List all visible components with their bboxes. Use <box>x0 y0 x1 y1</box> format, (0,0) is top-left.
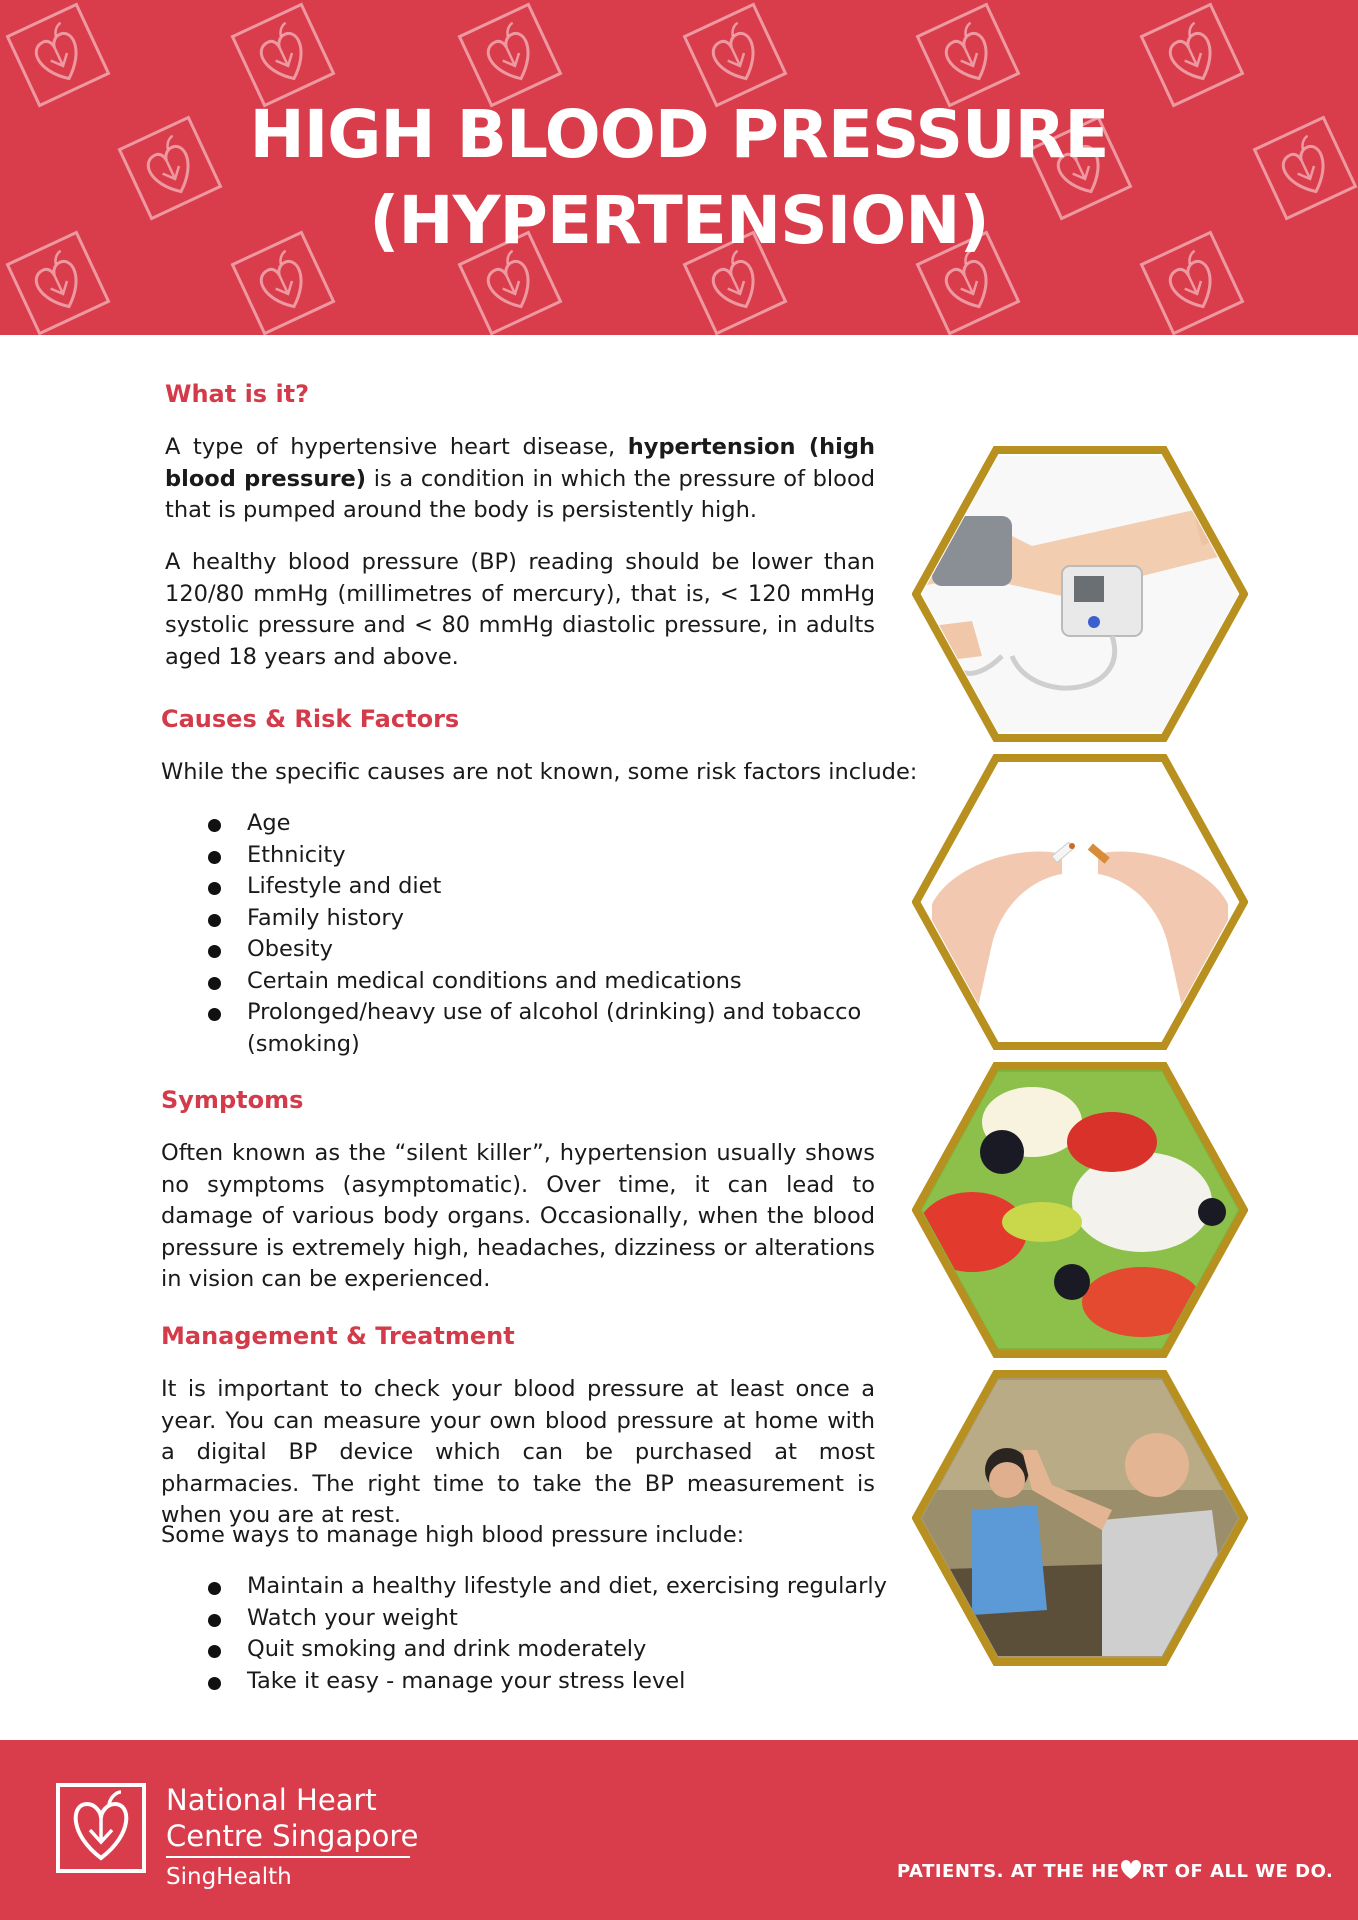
org-name-line-2: Centre Singapore <box>166 1819 419 1853</box>
list-item: Certain medical conditions and medications <box>161 966 881 998</box>
what-p1-bold: hypertension (high blood pressure) <box>165 434 875 492</box>
list-item: Watch your weight <box>161 1603 891 1635</box>
pattern-tile <box>8 5 109 106</box>
list-item: Maintain a healthy lifestyle and diet, exercising regularly <box>161 1571 891 1603</box>
heading-management: Management & Treatment <box>161 1322 515 1350</box>
what-paragraph-1 <box>165 432 875 527</box>
broken-cigarette-icon <box>912 754 1248 1050</box>
list-item: Quit smoking and drink moderately <box>161 1634 891 1666</box>
pattern-tile <box>685 5 786 106</box>
org-name-line-1: National Heart <box>166 1783 377 1817</box>
what-p1-pre: A type of hypertensive heart disease, <box>165 434 628 460</box>
heading-what-is-it: What is it? <box>165 380 310 408</box>
tagline-part-1: PATIENTS. AT THE HE <box>897 1861 1120 1882</box>
list-item: Prolonged/heavy use of alcohol (drinking) and tobacco <box>161 997 881 1029</box>
heading-causes: Causes & Risk Factors <box>161 705 460 733</box>
risk-factor-list <box>161 808 881 1060</box>
blood-pressure-monitor-icon <box>912 446 1248 742</box>
org-name <box>166 1782 419 1854</box>
footer-tagline <box>897 1860 1333 1882</box>
list-item: Lifestyle and diet <box>161 871 881 903</box>
org-divider <box>166 1856 410 1858</box>
management-list <box>161 1571 891 1697</box>
nhcs-logo-icon <box>55 1782 147 1874</box>
list-item: Family history <box>161 903 881 935</box>
header-banner <box>0 0 1358 335</box>
list-item: Obesity <box>161 934 881 966</box>
list-item: Take it easy - manage your stress level <box>161 1666 891 1698</box>
management-paragraph-1: It is important to check your blood pressure at least once a year. You can measure your own blood pressure at home with a digital BP device which can be purchased at most pharmacies. The right time to take the BP measurement is when you are at rest. <box>161 1376 875 1528</box>
symptoms-paragraph: Often known as the “silent killer”, hypertension usually shows no symptoms (asymptomatic). Over time, it can lead to damage of various body organs. Occasionally, when the blood pressure is extremely high, headaches, dizziness or alterations in vision can be experienced. <box>161 1140 875 1292</box>
org-subtitle: SingHealth <box>166 1864 292 1890</box>
pattern-tile <box>918 5 1019 106</box>
pattern-tile <box>1142 5 1243 106</box>
what-p1-post: is a condition in which the pressure of blood that is pumped around the body is persistently high. <box>165 465 875 523</box>
elderly-exercise-icon <box>912 1370 1248 1666</box>
list-item-continuation: (smoking) <box>247 1030 360 1057</box>
page-title <box>0 92 1358 264</box>
heading-symptoms: Symptoms <box>161 1086 304 1114</box>
heart-icon <box>1120 1860 1142 1880</box>
title-line-2: (HYPERTENSION) <box>369 182 989 259</box>
salad-icon <box>912 1062 1248 1358</box>
causes-intro: While the specific causes are not known, some risk factors include: <box>161 759 918 785</box>
list-item: Age <box>161 808 881 840</box>
title-line-1: HIGH BLOOD PRESSURE <box>249 96 1109 173</box>
pattern-tile <box>460 5 561 106</box>
footer-banner <box>0 1740 1358 1920</box>
pattern-tile <box>233 5 334 106</box>
what-paragraph-2: A healthy blood pressure (BP) reading should be lower than 120/80 mmHg (millimetres of mercury), that is, < 120 mmHg systolic pressure and < 80 mmHg diastolic pressure, in adults aged 18 years and above. <box>165 549 875 670</box>
management-paragraph-2: Some ways to manage high blood pressure include: <box>161 1522 745 1548</box>
tagline-part-2: RT OF ALL WE DO. <box>1141 1861 1334 1882</box>
list-item: Ethnicity <box>161 840 881 872</box>
